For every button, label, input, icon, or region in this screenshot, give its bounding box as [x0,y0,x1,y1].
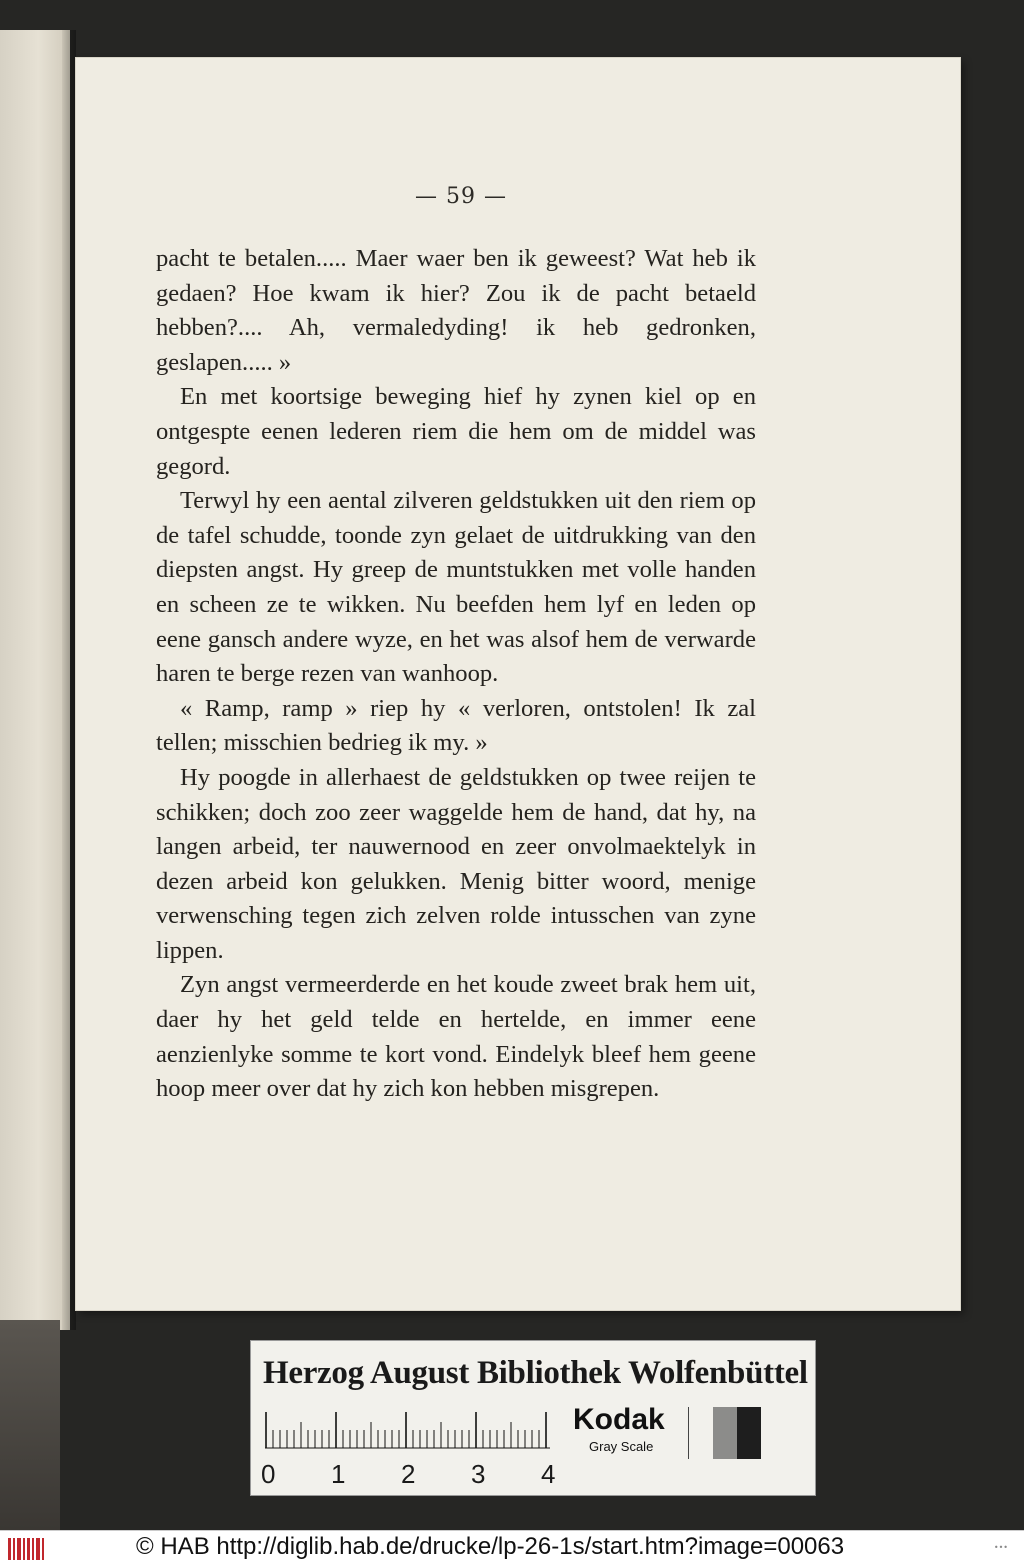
ruler-labels [261,1459,561,1489]
ruler-label: 1 [331,1459,346,1489]
gray-swatch [713,1407,737,1459]
paragraph: Terwyl hy een aental zilveren geldstukken uit den riem op de tafel schudde, toonde zyn gelaet de uitdrukking van den diepsten angst. Hy greep de muntstukken met volle handen en scheen ze te wikken. Nu beefden hem lyf en leden op eene gansch andere wyze, en het was alsof hem de verwarde haren te berge rezen van wanhoop. [156,487,756,688]
ruler-label: 0 [261,1459,276,1489]
kodak-subtitle: Gray Scale [589,1439,654,1454]
logo-bar [36,1538,40,1560]
paragraph: Hy poogde in allerhaest de geldstukken op twee reijen te schikken; doch zoo zeer waggelde hem de hand, dat hy, na langen arbeid, ter nauwernood en zeer onvolmaektelyk in dezen arbeid kon gelukken. Menig bitter woord, menige verwensching tegen zich zelven rolde intusschen van zyne lippen. [156,763,756,964]
logo-bar [8,1538,11,1560]
ruler-label: 3 [471,1459,486,1489]
book-block [0,1320,60,1530]
ruler-label: 2 [401,1459,416,1489]
book-page [76,58,960,1310]
kodak-divider [688,1407,689,1459]
logo-bar [17,1538,21,1560]
paragraph: « Ramp, ramp » riep hy « verloren, ontstolen! Ik zal tellen; misschien bedrieg ik my. » [156,694,756,757]
footer-marker: ••• [993,1543,1008,1552]
hab-logo-icon [6,1535,46,1563]
paragraph: pacht te betalen..... Maer waer ben ik geweest? Wat heb ik gedaen? Hoe kwam ik hier? Zou ik de pacht betaeld hebben?.... Ah, vermaledyding! ik heb gedronken, geslapen..... » [156,245,756,376]
kodak-brand: Kodak [573,1403,665,1436]
page-number: — 59 — [415,184,507,209]
logo-bar [42,1538,44,1560]
black-swatch [737,1407,761,1459]
library-name: Herzog August Bibliothek Wolfenbüttel [263,1355,808,1391]
paragraph: Zyn angst vermeerderde en het koude zweet brak hem uit, daer hy het geld telde en hertelde, en immer eene aenzienlyke somme te kort vond. Eindelyk bleef hem geene hoop meer over dat hy zich kon hebben misgrepen. [156,971,756,1103]
kodak-gray-scale-card [250,1340,816,1496]
footer-bar [0,1530,1024,1567]
copyright-link[interactable]: © HAB http://diglib.hab.de/drucke/lp-26-1s/start.htm?image=00063 [136,1533,845,1560]
logo-bar [32,1538,34,1560]
logo-bar [13,1538,15,1560]
ruler-scale [265,1411,555,1449]
gutter-shadow [62,30,76,1330]
paragraph: En met koortsige beweging hief hy zynen kiel op en ontgespte eenen lederen riem die hem om de middel was gegord. [156,383,756,480]
previous-page-edge [0,30,70,1330]
body-text [156,242,756,1107]
logo-bar [27,1538,30,1560]
logo-bar [23,1538,25,1560]
ruler-label: 4 [541,1459,556,1489]
